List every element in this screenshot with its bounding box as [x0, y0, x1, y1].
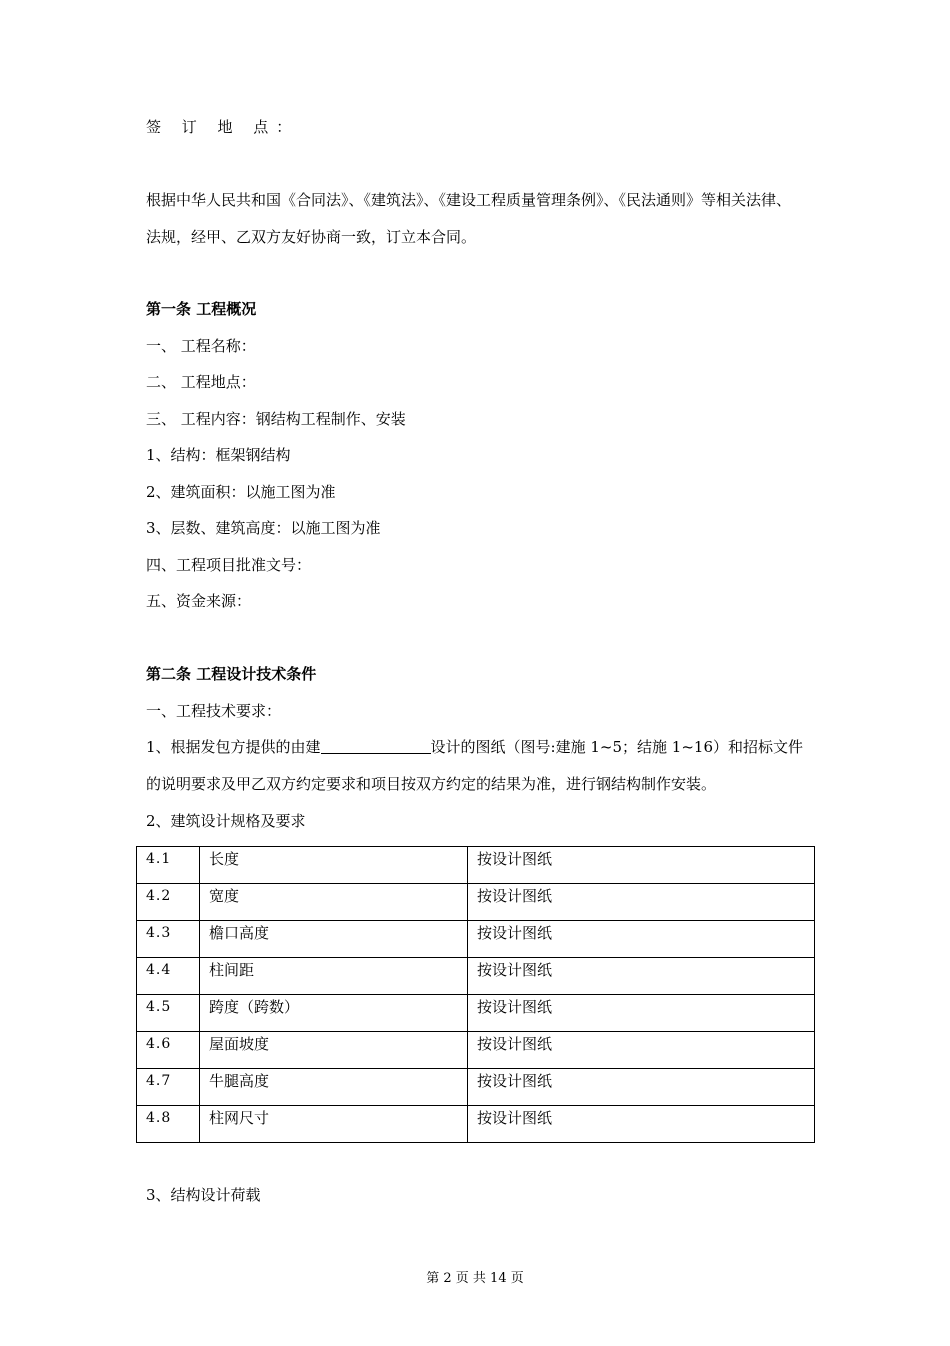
- spec-item: 屋面坡度: [200, 1032, 468, 1069]
- article-2-title: 第二条 工程设计技术条件: [146, 665, 317, 683]
- spec-number: 4.5: [137, 995, 200, 1032]
- table-row: [137, 1069, 815, 1106]
- preamble-line-1: 根据中华人民共和国《合同法》、《建筑法》、《建设工程质量管理条例》、《民法通则》等相关法律、: [146, 191, 792, 209]
- spec-value: 按设计图纸: [468, 921, 815, 958]
- spec-number: 4.2: [137, 884, 200, 921]
- spec-item: 柱网尺寸: [200, 1106, 468, 1143]
- spec-item: 跨度（跨数）: [200, 995, 468, 1032]
- requirement-2: 2、建筑设计规格及要求: [146, 812, 306, 830]
- article-2-subheading: 一、工程技术要求：: [146, 702, 282, 720]
- spec-value: 按设计图纸: [468, 1106, 815, 1143]
- design-spec-table: [136, 846, 815, 1143]
- requirement-1-line-2: 的说明要求及甲乙双方约定要求和项目按双方约定的结果为准，进行钢结构制作安装。: [146, 775, 717, 793]
- requirement-1-suffix: 设计的图纸（图号:建施 1~5；结施 1~16）和招标文件: [430, 738, 803, 756]
- preamble-line-2: 法规，经甲、乙双方友好协商一致，订立本合同。: [146, 228, 477, 246]
- spec-number: 4.4: [137, 958, 200, 995]
- spec-item: 檐口高度: [200, 921, 468, 958]
- table-row: [137, 847, 815, 884]
- spec-number: 4.3: [137, 921, 200, 958]
- article-1-item: 五、资金来源：: [146, 592, 252, 610]
- spec-item: 柱间距: [200, 958, 468, 995]
- spec-value: 按设计图纸: [468, 847, 815, 884]
- spec-value: 按设计图纸: [468, 958, 815, 995]
- table-row: [137, 995, 815, 1032]
- spec-value: 按设计图纸: [468, 884, 815, 921]
- article-1-item: 四、工程项目批准文号：: [146, 556, 312, 574]
- spec-value: 按设计图纸: [468, 1032, 815, 1069]
- spec-number: 4.8: [137, 1106, 200, 1143]
- article-1-title: 第一条 工程概况: [146, 300, 257, 318]
- designer-blank-field: [321, 737, 431, 754]
- spec-value: 按设计图纸: [468, 995, 815, 1032]
- article-1-item: 2、建筑面积：以施工图为准: [146, 483, 336, 501]
- table-row: [137, 921, 815, 958]
- table-row: [137, 1106, 815, 1143]
- article-1-item: 一、 工程名称：: [146, 337, 256, 355]
- spec-item: 宽度: [200, 884, 468, 921]
- spec-item: 牛腿高度: [200, 1069, 468, 1106]
- spec-value: 按设计图纸: [468, 1069, 815, 1106]
- requirement-1-line-1: [146, 737, 803, 757]
- spec-number: 4.6: [137, 1032, 200, 1069]
- table-row: [137, 884, 815, 921]
- table-row: [137, 958, 815, 995]
- spec-number: 4.7: [137, 1069, 200, 1106]
- article-1-item: 二、 工程地点：: [146, 373, 256, 391]
- article-1-item: 三、 工程内容：钢结构工程制作、安装: [146, 410, 406, 428]
- article-1-item: 3、层数、建筑高度：以施工图为准: [146, 519, 381, 537]
- spec-item: 长度: [200, 847, 468, 884]
- signing-place-label: 签 订 地 点：: [146, 118, 300, 136]
- table-row: [137, 1032, 815, 1069]
- page-footer: 第 2 页 共 14 页: [426, 1271, 524, 1286]
- requirement-3: 3、结构设计荷载: [146, 1186, 261, 1204]
- spec-number: 4.1: [137, 847, 200, 884]
- article-1-item: 1、结构：框架钢结构: [146, 446, 291, 464]
- requirement-1-prefix: 1、根据发包方提供的由建: [146, 738, 321, 756]
